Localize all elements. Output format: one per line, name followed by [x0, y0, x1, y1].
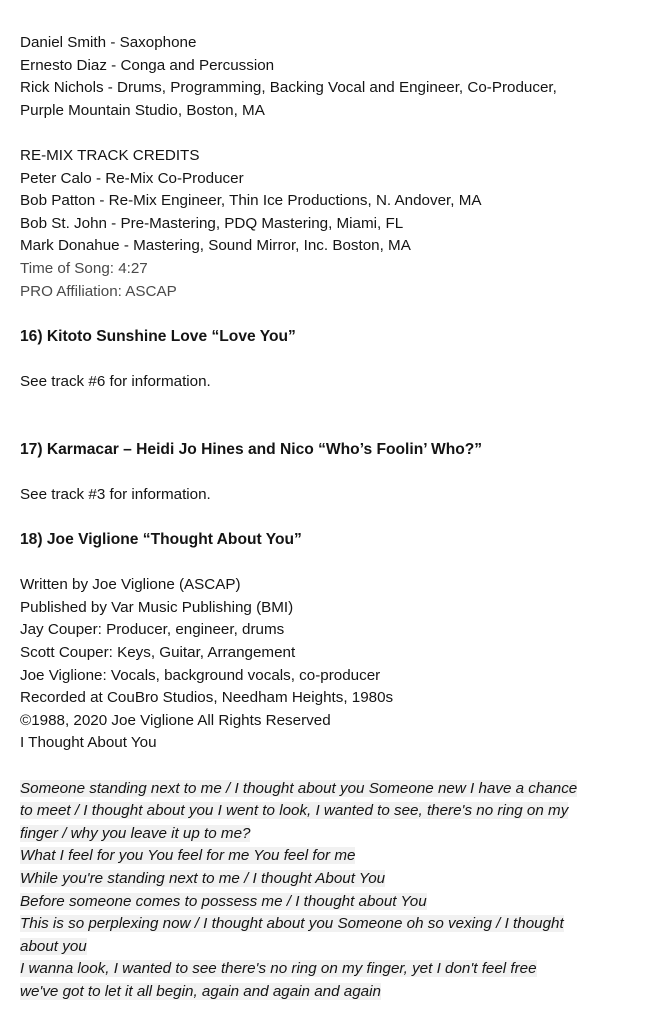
track-17-heading: 17) Karmacar – Heidi Jo Hines and Nico “Who’s Foolin’ Who?”: [20, 440, 483, 458]
track-18-credit: Recorded at CouBro Studios, Needham Heights, 1980s: [20, 689, 394, 707]
track-16: [20, 326, 650, 394]
lyric-line: Before someone comes to possess me / I thought about You: [20, 892, 427, 910]
track-18: [20, 529, 650, 1003]
track-18-credit: ©1988, 2020 Joe Viglione All Rights Reserved: [20, 711, 331, 729]
remix-credits: [20, 145, 650, 303]
lyric-line: I wanna look, I wanted to see there's no ring on my finger, yet I don't feel free: [20, 960, 537, 978]
track-17-note: See track #3 for information.: [20, 485, 211, 503]
credit-line: Daniel Smith - Saxophone: [20, 34, 197, 51]
track-17: [20, 439, 650, 507]
remix-line: Peter Calo - Re-Mix Co-Producer: [20, 169, 244, 187]
lyric-line: While you're standing next to me / I thought About You: [20, 869, 386, 887]
track-16-heading: 16) Kitoto Sunshine Love “Love You”: [20, 327, 296, 345]
track-18-credits: [20, 574, 650, 755]
remix-line: Bob Patton - Re-Mix Engineer, Thin Ice Productions, N. Andover, MA: [20, 192, 482, 210]
credit-line: Rick Nichols - Drums, Programming, Backing Vocal and Engineer, Co-Producer,: [20, 79, 557, 97]
track-18-heading: 18) Joe Viglione “Thought About You”: [20, 531, 302, 549]
lyric-line: finger / why you leave it up to me?: [20, 824, 251, 842]
track-16-note: See track #6 for information.: [20, 372, 211, 390]
lyric-line: What I feel for you You feel for me You feel for me: [20, 847, 356, 865]
document-page: [20, 32, 650, 1004]
track-18-lyrics: [20, 778, 650, 1004]
track-18-credit: Published by Var Music Publishing (BMI): [20, 598, 294, 616]
track-18-credit: Scott Couper: Keys, Guitar, Arrangement: [20, 644, 296, 662]
lyric-line: This is so perplexing now / I thought about you Someone oh so vexing / I thought: [20, 915, 564, 933]
credit-line: Purple Mountain Studio, Boston, MA: [20, 101, 265, 119]
credits-top: [20, 32, 650, 122]
track-18-credit: Joe Viglione: Vocals, background vocals, co-producer: [20, 666, 381, 684]
time-of-song: Time of Song: 4:27: [20, 259, 148, 277]
lyric-line: to meet / I thought about you I went to look, I wanted to see, there's no ring on my: [20, 802, 569, 820]
lyric-line: about you: [20, 937, 87, 955]
pro-affiliation: PRO Affiliation: ASCAP: [20, 282, 177, 300]
credit-line: Ernesto Diaz - Conga and Percussion: [20, 56, 275, 74]
lyric-line: Someone standing next to me / I thought about you Someone new I have a chance: [20, 779, 578, 797]
track-18-credit: Written by Joe Viglione (ASCAP): [20, 576, 241, 594]
remix-line: Bob St. John - Pre-Mastering, PDQ Mastering, Miami, FL: [20, 214, 404, 232]
lyric-line: we've got to let it all begin, again and again and again: [20, 982, 381, 1000]
remix-line: Mark Donahue - Mastering, Sound Mirror, Inc. Boston, MA: [20, 237, 411, 255]
track-18-credit: Jay Couper: Producer, engineer, drums: [20, 621, 285, 639]
track-18-credit: I Thought About You: [20, 734, 157, 752]
remix-heading: RE-MIX TRACK CREDITS: [20, 146, 200, 164]
